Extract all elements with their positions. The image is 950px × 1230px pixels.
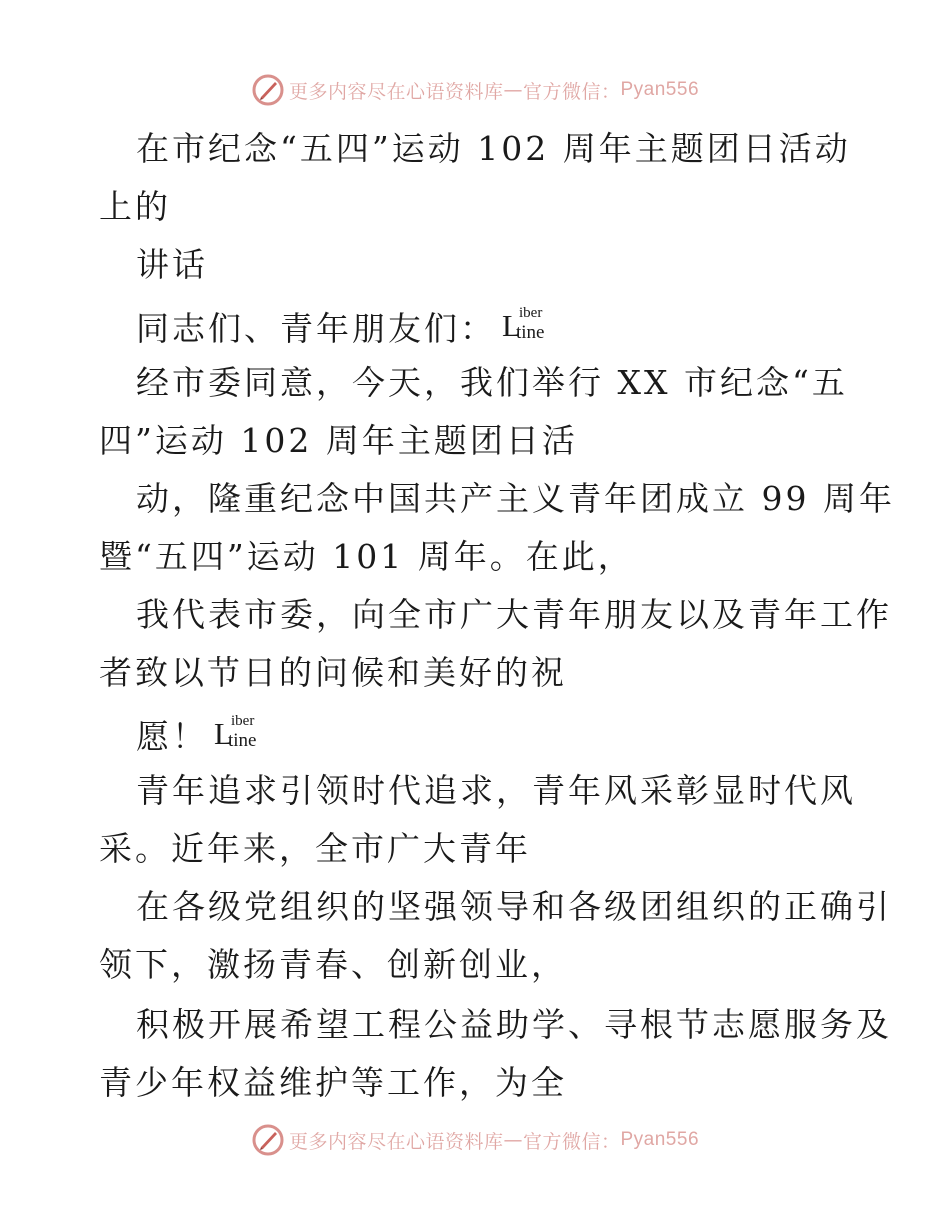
wish-line	[136, 714, 260, 754]
libertine-mark-bottom: tine	[228, 730, 257, 751]
salutation-line	[136, 306, 548, 346]
body-line: 暨“五四”运动 101 周年。在此，	[99, 537, 634, 576]
watermark-wechat-id: Pyan556	[620, 79, 700, 100]
wish-text: 愿！	[136, 717, 208, 756]
watermark-site-text: 更多内容尽在心语资料库	[288, 80, 504, 103]
watermark-wechat-id: Pyan556	[620, 1129, 700, 1150]
body-line: 采。近年来，全市广大青年	[99, 829, 531, 868]
quill-pen-logo-icon	[251, 73, 285, 107]
body-line: 青少年权益维护等工作，为全	[99, 1063, 567, 1102]
body-line: 我代表市委，向全市广大青年朋友以及青年工作	[136, 595, 892, 634]
libertine-mark	[214, 714, 260, 754]
watermark-wechat-label: 官方微信：	[522, 80, 621, 103]
watermark-banner-top	[0, 70, 950, 110]
body-line: 四”运动 102 周年主题团日活	[99, 421, 578, 460]
title-line-1: 在市纪念“五四”运动 102 周年主题团日活动	[136, 129, 851, 168]
title-line-2: 上的	[99, 187, 171, 226]
salutation-text: 同志们、青年朋友们：	[136, 309, 496, 348]
body-line: 积极开展希望工程公益助学、寻根节志愿服务及	[136, 1005, 892, 1044]
libertine-mark-bottom: tine	[516, 322, 545, 343]
body-line: 经市委同意，今天，我们举行 XX 市纪念“五	[136, 363, 848, 402]
libertine-mark-top: iber	[231, 713, 255, 729]
watermark-wechat-label: 官方微信：	[522, 1130, 621, 1153]
libertine-mark-big: L	[502, 308, 521, 343]
watermark-dash: —	[503, 1129, 523, 1151]
watermark-dash: —	[503, 79, 523, 101]
title-line-3: 讲话	[136, 245, 208, 284]
body-line: 者致以节日的问候和美好的祝	[99, 653, 567, 692]
quill-pen-logo-icon	[251, 1123, 285, 1157]
body-line: 在各级党组织的坚强领导和各级团组织的正确引	[136, 887, 892, 926]
libertine-mark-top: iber	[519, 305, 543, 321]
libertine-mark-big: L	[214, 716, 233, 751]
libertine-mark	[502, 306, 548, 346]
body-line: 青年追求引领时代追求，青年风采彰显时代风	[136, 771, 856, 810]
body-line: 领下，激扬青春、创新创业，	[99, 945, 567, 984]
watermark-banner-bottom	[0, 1120, 950, 1160]
watermark-site-text: 更多内容尽在心语资料库	[288, 1130, 504, 1153]
body-line: 动，隆重纪念中国共产主义青年团成立 99 周年	[136, 479, 895, 518]
